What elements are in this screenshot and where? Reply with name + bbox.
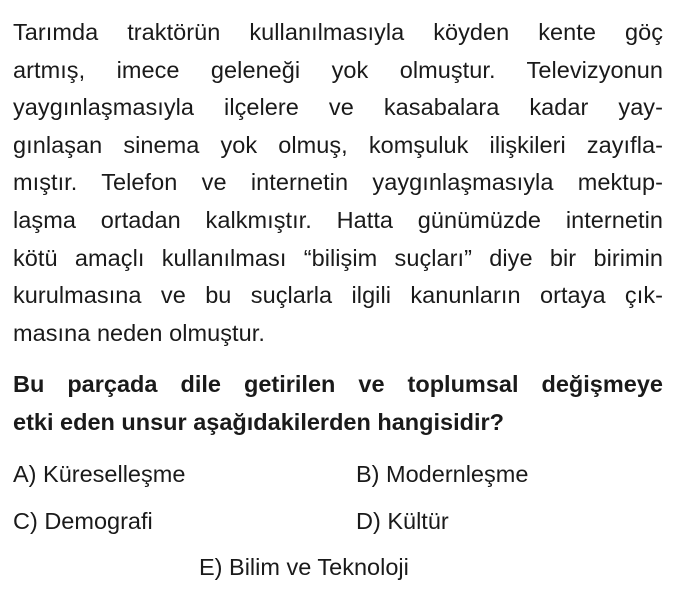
- passage-line: gınlaşan sinema yok olmuş, komşuluk ilişkileri zayıfla-: [13, 131, 663, 158]
- question-line: Bu parçada dile getirilen ve toplumsal değişmeye: [13, 371, 663, 397]
- question-stem: [13, 366, 663, 441]
- option-b[interactable]: B) Modernleşme: [356, 461, 529, 487]
- passage-text: [13, 14, 663, 352]
- option-d[interactable]: D) Kültür: [356, 508, 449, 534]
- passage-line: laşma ortadan kalkmıştır. Hatta günümüzde internetin: [13, 206, 663, 233]
- option-a[interactable]: A) Küreselleşme: [13, 461, 186, 487]
- option-e[interactable]: E) Bilim ve Teknoloji: [199, 554, 409, 580]
- passage-line: yaygınlaşmasıyla ilçelere ve kasabalara kadar yay-: [13, 94, 663, 121]
- question-line: etki eden unsur aşağıdakilerden hangisidir?: [13, 408, 505, 435]
- passage-line: mıştır. Telefon ve internetin yaygınlaşmasıyla mektup-: [13, 169, 663, 196]
- passage-line: masına neden olmuştur.: [13, 319, 265, 346]
- passage-line: kurulmasına ve bu suçlarla ilgili kanunların ortaya çık-: [13, 282, 663, 309]
- passage-line: Tarımda traktörün kullanılmasıyla köyden kente göç: [13, 19, 663, 45]
- option-c[interactable]: C) Demografi: [13, 508, 153, 534]
- passage-line: artmış, imece geleneği yok olmuştur. Televizyonun: [13, 56, 663, 83]
- passage-line: kötü amaçlı kullanılması “bilişim suçları” diye bir birimin: [13, 244, 663, 271]
